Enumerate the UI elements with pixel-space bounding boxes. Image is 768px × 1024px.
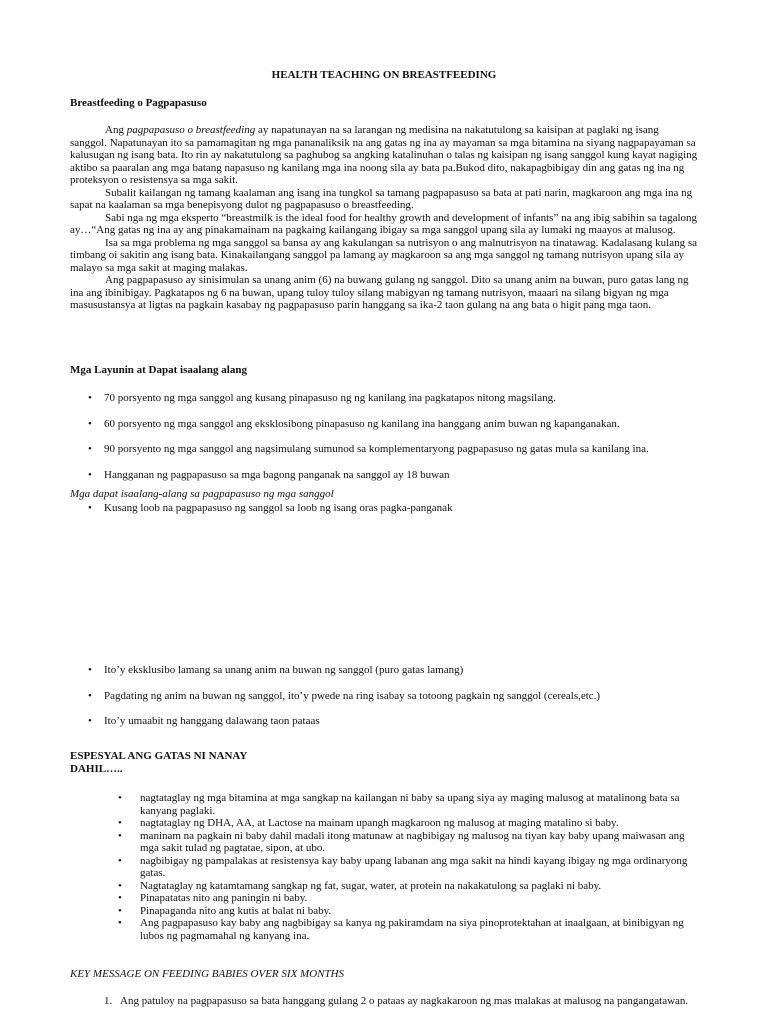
list-item: • nagtataglay ng DHA, AA, at Lactose na mainam upangh magkaroon ng malusog at maging matalino si baby. xyxy=(104,817,704,830)
section-heading-key-message: KEY MESSAGE ON FEEDING BABIES OVER SIX MONTHS xyxy=(70,968,345,980)
dapat-list-top xyxy=(70,502,710,515)
layunin-list xyxy=(70,392,710,494)
section-heading-breastfeeding: Breastfeeding o Pagpapasuso xyxy=(70,97,207,109)
espesyal-list xyxy=(104,792,704,942)
key-message-list xyxy=(70,995,710,1008)
italic-term: pagpapasuso o breastfeeding xyxy=(126,124,256,136)
paragraph-2: Subalit kailangan ng tamang kaalaman ang isang ina tungkol sa tamang pagpapasuso sa bata at pati narin, magkaroon ang mga ina ng sapat na kaalaman sa mga benepisyong dulot ng pagpapasuso o breastfeeding. xyxy=(70,186,693,211)
section-heading-espesyal: ESPESYAL ANG GATAS NI NANAY DAHIL….. xyxy=(70,750,248,775)
list-item: • 70 porsyento ng mga sanggol ang kusang pinapasuso ng ng kanilang ina pagkatapos nitong magsilang. xyxy=(70,392,710,405)
paragraph-4: Isa sa mga problema ng mga sanggol sa bansa ay ang kakulangan sa nutrisyon o ang malnutrisyon na tinatawag. Kadalasang kulang sa timbang oi sakitin ang isang bata. Kinakailangang sanggol pa lamang ay magkaroon sa ang mga sanggol ng tamang nutrisyon upang sila ay malayo sa mga sakit at maging malakas. xyxy=(70,236,698,274)
list-item: • Pinapatatas nito ang paningin ni baby. xyxy=(104,892,704,905)
intro-paragraphs xyxy=(70,124,698,312)
list-item: • Ito’y eksklusibo lamang sa unang anim na buwan ng sanggol (puro gatas lamang) xyxy=(70,664,710,677)
list-item: • Hangganan ng pagpapasuso sa mga bagong panganak na sanggol ay 18 buwan xyxy=(70,469,710,482)
section-heading-dapat: Mga dapat isaalang-alang sa pagpapasuso ng mga sanggol xyxy=(70,488,334,500)
document-title: HEALTH TEACHING ON BREASTFEEDING xyxy=(271,69,497,81)
paragraph-1: Ang pagpapasuso o breastfeeding ay napatunayan na sa larangan ng medisina na nakatutulong sa kaisipan at paglaki ng isang sanggol. Napatunayan ito sa pamamagitan ng mga pananaliksik na ang gatas ng ina ay mayaman sa mga bitamina na siyang nagpapayaman sa kalusugan ng isang bata. Ito rin ay nakatutulong sa paghubog sa angking katalinuhan o talas ng kaisipan ng isang sanggol kung kayat nagiging aktibo sa paaralan ang mga batang napasuso ng kanilang mga ina noong sila ay bata pa.Bukod dito, nakapagbibigay din ang gatas ng ina ng proteksyon o resistensya sa mga sakit. xyxy=(70,124,698,186)
list-item: • Ang pagpapasuso kay baby ang nagbibigay sa kanya ng pakiramdam na siya pinoprotektahan at inaalgaan, at binibigyan ng lubos ng pagmamahal ng kanyang ina. xyxy=(104,917,704,942)
list-item: • Pagdating ng anim na buwan ng sanggol, ito’y pwede na ring isabay sa totoong pagkain ng sanggol (cereals,etc.) xyxy=(70,690,710,703)
dapat-list-bottom xyxy=(70,664,710,741)
list-item: • maninam na pagkain ni baby dahil madali itong matunaw at nagbibigay ng malusog na tiyan kay baby upang maiwasan ang mga sakit tulad ng pagtatae, sipon, at ubo. xyxy=(104,830,704,855)
list-item: • 90 porsyento ng mga sanggol ang nagsimulang sumunod sa komplementaryong pagpapasuso ng gatas mula sa kanilang ina. xyxy=(70,443,710,456)
list-item: • 60 porsyento ng mga sanggol ang eksklosibong pinapasuso ng kanilang ina hanggang anim buwan ng kapanganakan. xyxy=(70,418,710,431)
list-item: • nagtataglay ng mga bitamina at mga sangkap na kailangan ni baby sa upang siya ay maging malusog at matalinong bata sa kanyang paglaki. xyxy=(104,792,704,817)
list-item: • nagbibigay ng pampalakas at resistensya kay baby upang labanan ang mga sakit na hindi kayang ibigay ng mga ordinaryong gatas. xyxy=(104,855,704,880)
list-item: • Kusang loob na pagpapasuso ng sanggol sa loob ng isang oras pagka-panganak xyxy=(70,502,710,515)
list-item: • Ito’y umaabit ng hanggang dalawang taon pataas xyxy=(70,715,710,728)
list-item: • Pinapaganda nito ang kutis at balat ni baby. xyxy=(104,905,704,918)
paragraph-3: Sabi nga ng mga eksperto “breastmilk is the ideal food for healthy growth and development of infants” na ang ibig sabihin sa tagalong ay…“Ang gatas ng ina ay ang pinakamainam na pagkaing kailangang ibigay sa mga sanggol upang sila ay lumaki ng maayos at malusog. xyxy=(70,211,698,236)
paragraph-5: Ang pagpapasuso ay sinisimulan sa unang anim (6) na buwang gulang ng sanggol. Dito sa unang anim na buwan, puro gatas lang ng ina ang ibinibigay. Pagkatapos ng 6 na buwan, upang tuloy tuloy silang mabigyan ng tamang nutrisyon, maaari na silang bigyan ng mga masusustansya at ligtas na pagkain kasabay ng pagpapasuso parin hanggang sa ika-2 taon gulang na ang bata o higit pang mga taon. xyxy=(70,274,689,311)
section-heading-layunin: Mga Layunin at Dapat isaalang alang xyxy=(70,364,247,376)
list-item: • Nagtataglay ng katamtamang sangkap ng fat, sugar, water, at protein na nakakatulong sa paglaki ni baby. xyxy=(104,880,704,893)
numbered-item: 1. Ang patuloy na pagpapasuso sa bata hanggang gulang 2 o pataas ay nagkakaroon ng mas malakas at malusog na pangangatawan. xyxy=(104,995,689,1007)
